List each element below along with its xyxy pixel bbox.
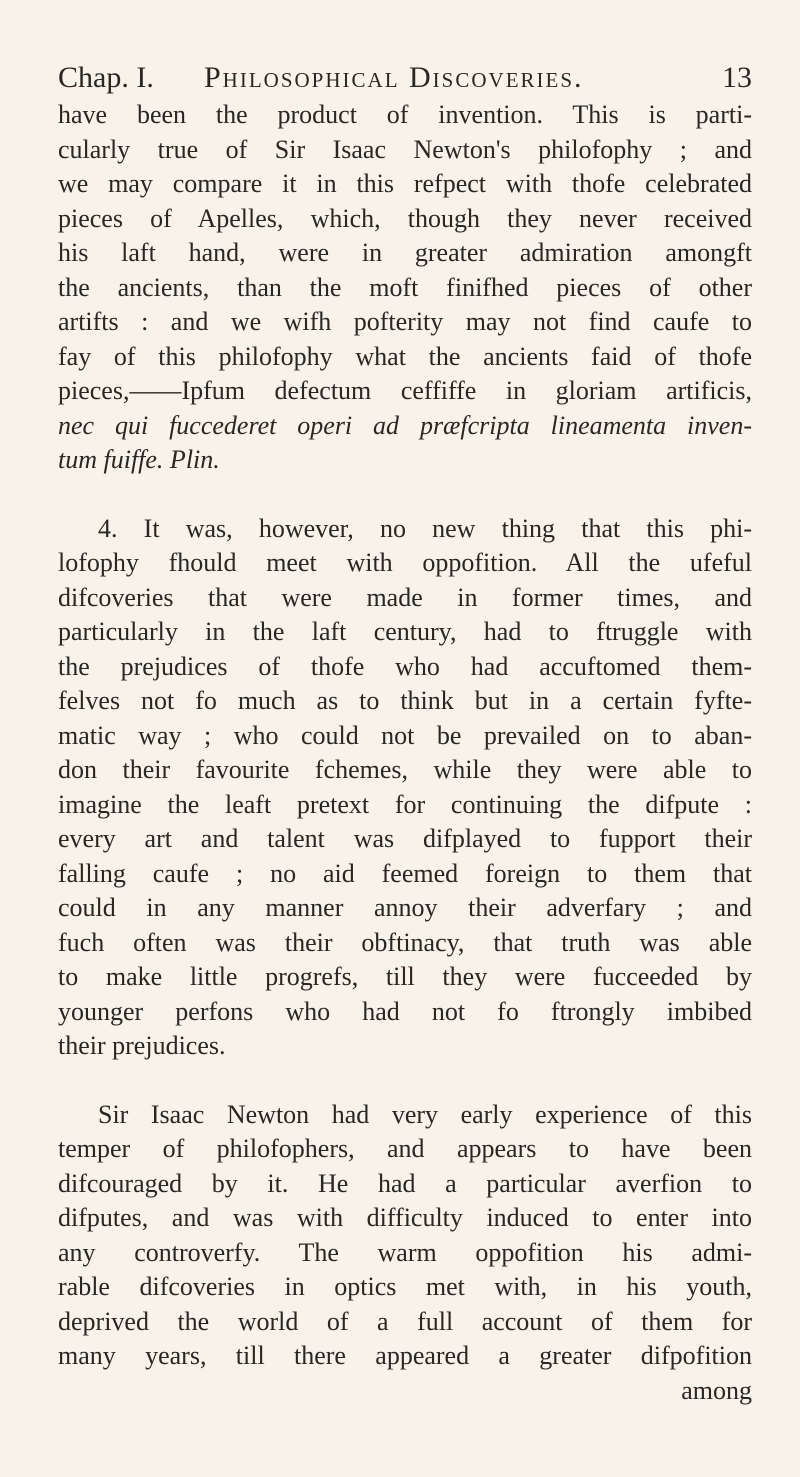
text-line: fay of this philofophy what the ancients faid of thofe: [58, 341, 752, 371]
chapter-label: Chap. I.: [58, 61, 154, 94]
page-number: 13: [722, 61, 752, 94]
text-line: their prejudices.: [58, 1031, 226, 1060]
latin-quote-line: nec qui fuccederet operi ad præfcripta lineamenta inven-: [58, 410, 752, 440]
text-line: falling caufe ; no aid feemed foreign to them that: [58, 858, 752, 888]
text-line: the ancients, than the moft finifhed pieces of other: [58, 272, 752, 302]
text-line: deprived the world of a full account of them for: [58, 1306, 752, 1336]
text-line: matic way ; who could not be prevailed on to aban-: [58, 720, 752, 750]
text-line: don their favourite fchemes, while they were able to: [58, 755, 752, 784]
paragraph-gap: [58, 1064, 752, 1098]
text-line: difcoveries that were made in former times, and: [58, 582, 752, 612]
text-line: many years, till there appeared a greater difpofition: [58, 1341, 752, 1370]
paragraph-3: [58, 1098, 752, 1409]
text-line: temper of philofophers, and appears to have been: [58, 1134, 752, 1163]
running-head: [58, 58, 752, 98]
latin-quote-line: tum fuiffe. Plin.: [58, 445, 220, 474]
text-line: cularly true of Sir Isaac Newton's philofophy ; and: [58, 134, 752, 164]
text-line: difputes, and was with difficulty induced to enter into: [58, 1203, 752, 1232]
text-line: difcouraged by it. He had a particular averfion to: [58, 1168, 752, 1198]
text-line: rable difcoveries in optics met with, in his youth,: [58, 1272, 752, 1301]
text-line: every art and talent was difplayed to fupport their: [58, 824, 752, 853]
text-line: any controverfy. The warm oppofition his admi-: [58, 1237, 752, 1267]
paragraph-1: [58, 98, 752, 478]
paragraph-2: [58, 512, 752, 1064]
text-line: to make little progrefs, till they were fucceeded by: [58, 962, 752, 991]
text-line: have been the product of invention. This is parti-: [58, 100, 752, 129]
text-line: particularly in the laft century, had to ftruggle with: [58, 617, 752, 646]
text-line: felves not fo much as to think but in a certain fyfte-: [58, 686, 752, 715]
text-line: lofophy fhould meet with oppofition. All the ufeful: [58, 548, 752, 577]
text-line: fuch often was their obftinacy, that truth was able: [58, 927, 752, 957]
text-line: younger perfons who had not fo ftrongly imbibed: [58, 996, 752, 1026]
catchword: among: [681, 1375, 752, 1405]
text-line: could in any manner annoy their adverfary ; and: [58, 893, 752, 922]
text-line: pieces of Apelles, which, though they never received: [58, 203, 752, 233]
paragraph-gap: [58, 478, 752, 512]
text-line: we may compare it in this refpect with thofe celebrated: [58, 169, 752, 198]
text-line: pieces,——Ipfum defectum ceffiffe in gloriam artificis,: [58, 376, 752, 405]
text-line: Sir Isaac Newton had very early experience of this: [98, 1099, 752, 1129]
body-text: [58, 98, 752, 1408]
text-line: 4. It was, however, no new thing that this phi-: [98, 513, 752, 543]
text-line: artifts : and we wifh pofterity may not find caufe to: [58, 307, 752, 336]
running-title: Philosophical Discoveries.: [204, 61, 584, 94]
text-line: the prejudices of thofe who had accuftomed them-: [58, 651, 752, 681]
text-line: imagine the leaft pretext for continuing the difpute :: [58, 789, 752, 819]
text-line: his laft hand, were in greater admiration amongft: [58, 238, 752, 267]
